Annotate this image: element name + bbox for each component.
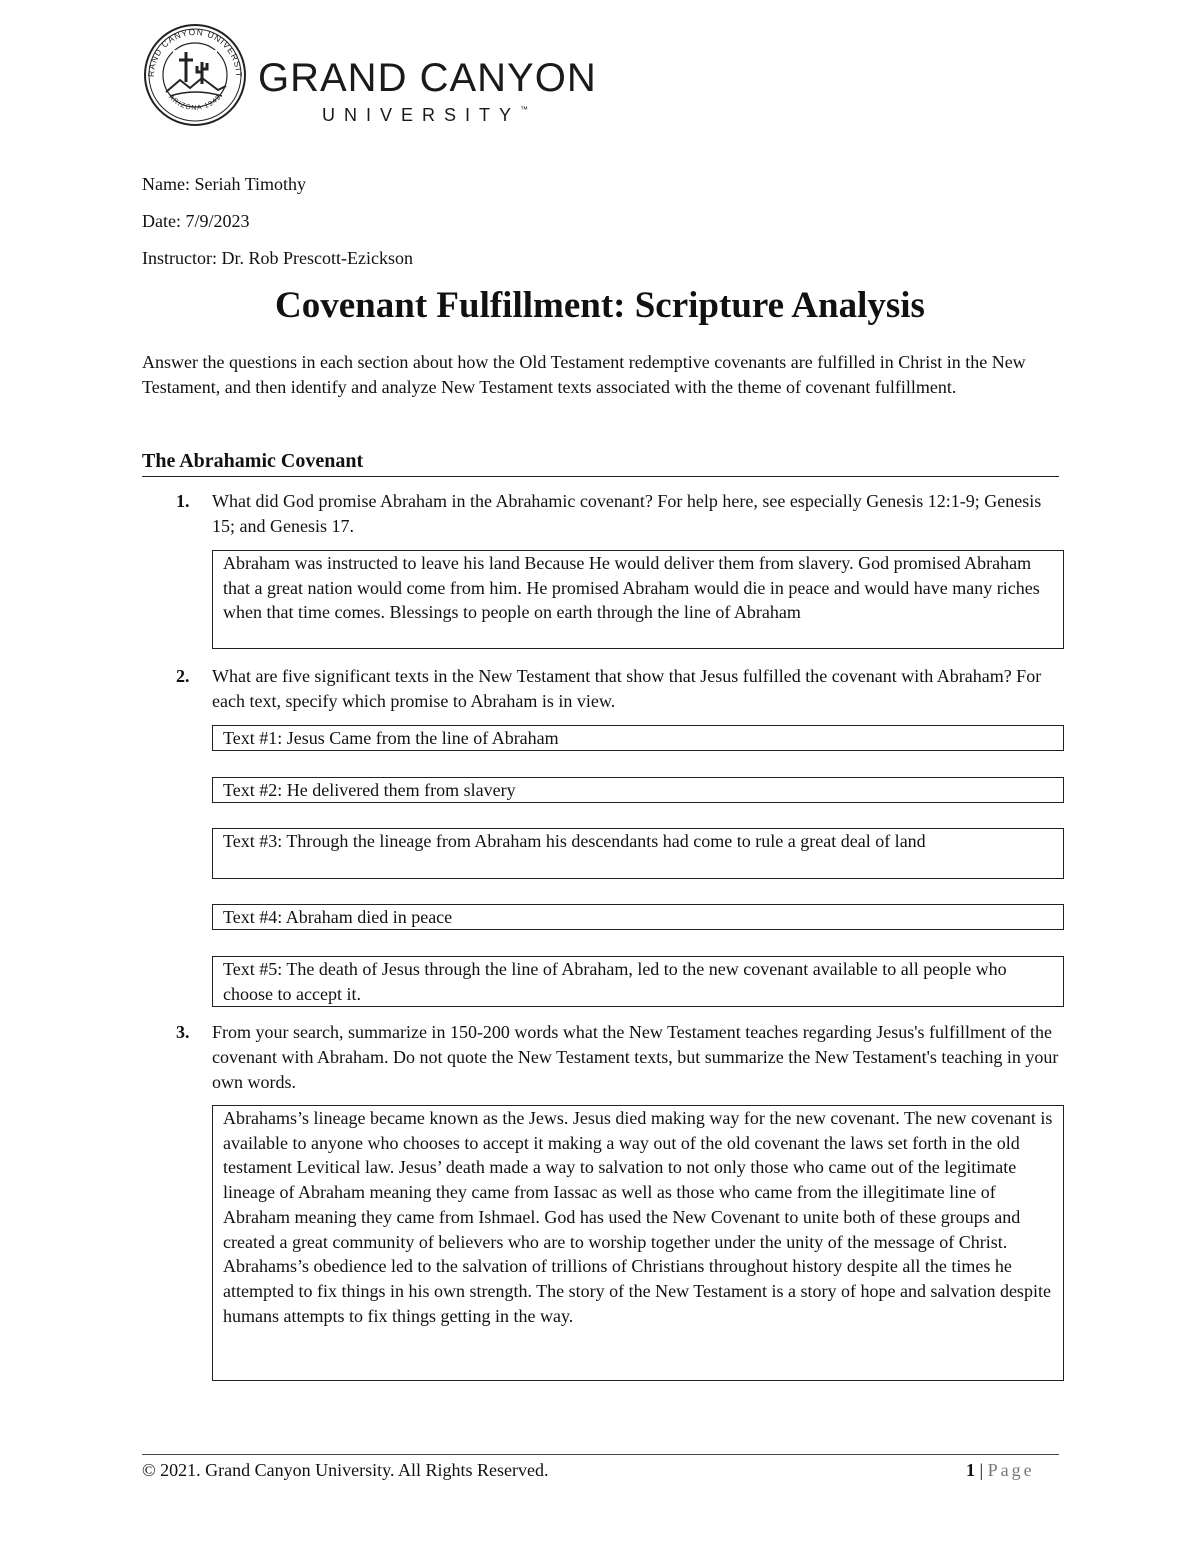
- question-number: 2.: [176, 666, 190, 686]
- text-entry-box[interactable]: Text #2: He delivered them from slavery: [212, 777, 1064, 803]
- footer-divider: [142, 1454, 1059, 1455]
- document-title: Covenant Fulfillment: Scripture Analysis: [275, 285, 925, 326]
- question-text: What are five significant texts in the New Testament that show that Jesus fulfilled the covenant with Abraham? For each text, specify which promise to Abraham is in view.: [212, 666, 1042, 711]
- university-wordmark: [258, 58, 597, 98]
- page-number: 1: [966, 1460, 975, 1480]
- question-text: From your search, summarize in 150-200 words what the New Testament teaches regarding Jesus's fulfillment of the covenant with Abraham. Do not quote the New Testament texts, but summarize the New Testament's teaching in your own words.: [212, 1022, 1059, 1092]
- university-wordmark-sub: [322, 106, 528, 124]
- answer-box[interactable]: Abraham was instructed to leave his land Because He would deliver them from slavery. God promised Abraham that a great nation would come from him. He promised Abraham would die in peace and would have many riches when that time comes. Blessings to people on earth through the line of Abraham: [212, 550, 1064, 649]
- submission-date: Date: 7/9/2023: [142, 211, 250, 231]
- section-heading: The Abrahamic Covenant: [142, 450, 364, 472]
- wordmark-name: GRAND CANYON: [258, 56, 597, 100]
- page-indicator: [966, 1460, 1035, 1481]
- page-separator: |: [975, 1460, 988, 1480]
- svg-text:ARIZONA 1949: ARIZONA 1949: [166, 93, 224, 112]
- university-seal-logo: [140, 22, 250, 127]
- instructor-name: Instructor: Dr. Rob Prescott-Ezickson: [142, 248, 413, 268]
- question-number: 1.: [176, 491, 190, 511]
- question-text: What did God promise Abraham in the Abrahamic covenant? For help here, see especially Genesis 12:1-9; Genesis 15; and Genesis 17.: [212, 491, 1042, 536]
- student-name: Name: Seriah Timothy: [142, 174, 307, 194]
- text-entry-box[interactable]: Text #3: Through the lineage from Abraham his descendants had come to rule a great deal of land: [212, 828, 1064, 879]
- footer-copyright: © 2021. Grand Canyon University. All Rights Reserved.: [142, 1460, 549, 1480]
- page-label: Page: [987, 1460, 1035, 1480]
- text-entry-box[interactable]: Text #5: The death of Jesus through the line of Abraham, led to the new covenant available to all people who choose to accept it.: [212, 956, 1064, 1007]
- intro-paragraph: Answer the questions in each section about how the Old Testament redemptive covenants are fulfilled in Christ in the New Testament, and then identify and analyze New Testament texts associated with the theme of covenant fulfillment.: [142, 352, 1026, 397]
- section-divider: [142, 476, 1059, 477]
- wordmark-sub: UNIVERSITY: [322, 105, 521, 125]
- text-entry-box[interactable]: Text #4: Abraham died in peace: [212, 904, 1064, 930]
- answer-box[interactable]: Abrahams’s lineage became known as the Jews. Jesus died making way for the new covenant. The new covenant is available to anyone who chooses to accept it making a way out of the old covenant the laws set forth in the old testament Levitical law. Jesus’ death made a way to salvation to not only those who came out of the legitimate lineage of Abraham meaning they came from Iassac as well as those who came from the illegitimate line of Abraham meaning they came from Ishmael. God has used the New Covenant to unite both of these groups and created a great community of believers who are to worship together under the unity of the message of Christ. Abrahams’s obedience led to the salvation of trillions of Christians throughout history despite all the times he attempted to fix things in his own strength. The story of the New Testament is a story of hope and salvation despite humans attempts to fix things getting in the way.: [212, 1105, 1064, 1381]
- question-number: 3.: [176, 1022, 190, 1042]
- text-entry-box[interactable]: Text #1: Jesus Came from the line of Abraham: [212, 725, 1064, 751]
- trademark-symbol: ™: [520, 105, 529, 114]
- svg-text:GRAND CANYON UNIVERSITY: RAND CANYON UNIVERSIT: [145, 26, 245, 79]
